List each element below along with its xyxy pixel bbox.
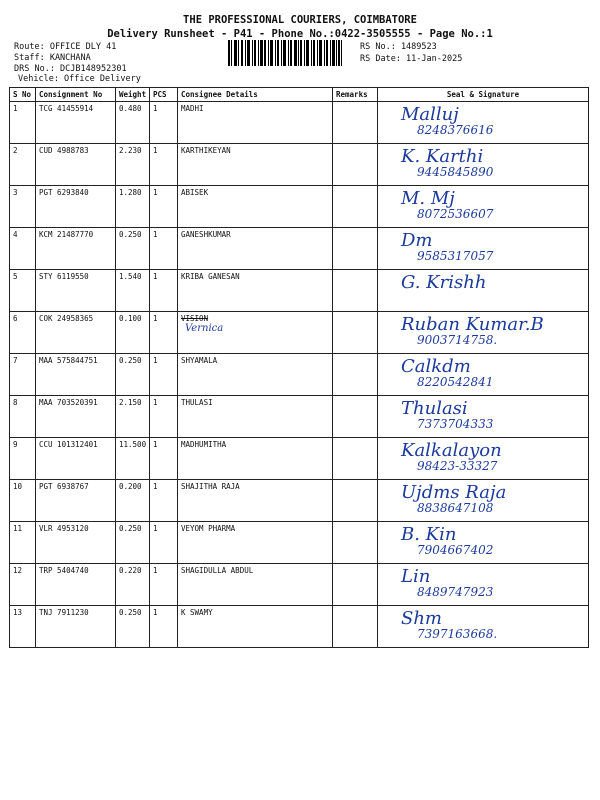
signature-cell [378, 228, 589, 270]
signature: Thulasi [401, 398, 468, 419]
weight-cell: 1.280 [116, 186, 150, 228]
signature-phone: 8220542841 [417, 375, 494, 389]
remarks-cell [333, 270, 378, 312]
signature: Lin [401, 566, 431, 587]
consignment-cell: PGT 6938767 [36, 480, 116, 522]
sno-cell: 11 [10, 522, 36, 564]
remarks-cell [333, 438, 378, 480]
remarks-cell [333, 396, 378, 438]
consignee-cell [178, 564, 333, 606]
sno-cell: 1 [10, 102, 36, 144]
table-row [10, 438, 589, 480]
consignee-name: SHAJITHA RAJA [181, 482, 240, 491]
sno-cell: 5 [10, 270, 36, 312]
consignee-cell [178, 480, 333, 522]
weight-cell: 0.220 [116, 564, 150, 606]
remarks-cell [333, 102, 378, 144]
weight-cell: 2.150 [116, 396, 150, 438]
pcs-cell: 1 [150, 438, 178, 480]
signature-phone: 7904667402 [417, 543, 494, 557]
consignee-cell [178, 606, 333, 648]
consignee-name: VEYOM PHARMA [181, 524, 236, 533]
weight-cell: 0.250 [116, 354, 150, 396]
consignee-name: MADHUMITHA [181, 440, 227, 449]
consignee-name: K SWAMY [181, 608, 213, 617]
signature-cell [378, 270, 589, 312]
table-row [10, 312, 589, 354]
signature-cell [378, 312, 589, 354]
barcode-icon [228, 40, 342, 66]
consignment-cell: MAA 575844751 [36, 354, 116, 396]
sno-cell: 3 [10, 186, 36, 228]
weight-cell: 0.480 [116, 102, 150, 144]
col-signature: Seal & Signature [378, 88, 589, 102]
route: Route: OFFICE DLY 41 [14, 42, 117, 52]
signature: B. Kin [401, 524, 457, 545]
pcs-cell: 1 [150, 228, 178, 270]
table-row [10, 186, 589, 228]
consignee-cell [178, 396, 333, 438]
signature: Calkdm [401, 356, 471, 377]
table-row [10, 480, 589, 522]
weight-cell: 0.250 [116, 606, 150, 648]
consignment-cell: CCU 101312401 [36, 438, 116, 480]
remarks-cell [333, 312, 378, 354]
sno-cell: 10 [10, 480, 36, 522]
table-row [10, 606, 589, 648]
staff: Staff: KANCHANA [14, 53, 91, 63]
col-weight: Weight [116, 88, 150, 102]
consignment-cell: STY 6119550 [36, 270, 116, 312]
signature: Kalkalayon [401, 440, 502, 461]
pcs-cell: 1 [150, 606, 178, 648]
signature-cell [378, 144, 589, 186]
consignee-name: SHAGIDULLA ABDUL [181, 566, 254, 575]
table-row [10, 228, 589, 270]
consignee-name: ABISEK [181, 188, 209, 197]
sno-cell: 2 [10, 144, 36, 186]
remarks-cell [333, 564, 378, 606]
consignee-name: THULASI [181, 398, 213, 407]
consignee-cell [178, 270, 333, 312]
table-header-row [10, 88, 589, 102]
consignee-cell [178, 144, 333, 186]
signature-phone: 8248376616 [417, 123, 494, 137]
consignee-cell [178, 312, 333, 354]
table-row [10, 270, 589, 312]
col-remarks: Remarks [333, 88, 378, 102]
signature: Ruban Kumar.B [401, 314, 544, 335]
rs-number: RS No.: 1489523 [360, 42, 437, 52]
consignee-name: SHYAMALA [181, 356, 218, 365]
table-row [10, 522, 589, 564]
runsheet-subtitle: Delivery Runsheet - P41 - Phone No.:0422-3505555 - Page No.:1 [107, 28, 493, 40]
sno-cell: 8 [10, 396, 36, 438]
runsheet-table [9, 87, 589, 648]
weight-cell: 0.200 [116, 480, 150, 522]
pcs-cell: 1 [150, 102, 178, 144]
signature-cell [378, 102, 589, 144]
consignment-cell: KCM 21487770 [36, 228, 116, 270]
signature: Malluj [401, 104, 459, 125]
pcs-cell: 1 [150, 354, 178, 396]
sno-cell: 9 [10, 438, 36, 480]
weight-cell: 0.250 [116, 228, 150, 270]
col-pcs: PCS [150, 88, 178, 102]
consignment-cell: COK 24958365 [36, 312, 116, 354]
consignee-name: MADHI [181, 104, 204, 113]
signature-phone: 9585317057 [417, 249, 494, 263]
signature: Ujdms Raja [401, 482, 507, 503]
consignment-cell: TRP 5404740 [36, 564, 116, 606]
consignment-cell: PGT 6293840 [36, 186, 116, 228]
consignee-cell [178, 354, 333, 396]
consignee-name: KARTHIKEYAN [181, 146, 231, 155]
pcs-cell: 1 [150, 564, 178, 606]
consignment-cell: CUD 4988783 [36, 144, 116, 186]
remarks-cell [333, 480, 378, 522]
table-row [10, 564, 589, 606]
signature: Shm [401, 608, 442, 629]
sno-cell: 4 [10, 228, 36, 270]
consignment-cell: MAA 703520391 [36, 396, 116, 438]
vehicle: Vehicle: Office Delivery [18, 74, 141, 84]
signature-phone: 98423-33327 [417, 459, 498, 473]
remarks-cell [333, 144, 378, 186]
consignment-cell: VLR 4953120 [36, 522, 116, 564]
table-row [10, 144, 589, 186]
consignee-name: VISION [181, 314, 209, 323]
col-consignment: Consignment No [36, 88, 116, 102]
signature-phone: 7397163668. [417, 627, 498, 641]
drs-number: DRS No.: DCJB148952301 [14, 64, 127, 74]
sno-cell: 6 [10, 312, 36, 354]
signature-phone: 8072536607 [417, 207, 494, 221]
remarks-cell [333, 228, 378, 270]
consignee-cell [178, 438, 333, 480]
remarks-cell [333, 606, 378, 648]
pcs-cell: 1 [150, 522, 178, 564]
consignee-cell [178, 186, 333, 228]
col-consignee: Consignee Details [178, 88, 333, 102]
signature-phone: 8838647108 [417, 501, 494, 515]
weight-cell: 1.540 [116, 270, 150, 312]
signature-phone: 8489747923 [417, 585, 494, 599]
consignee-cell [178, 228, 333, 270]
signature-cell [378, 186, 589, 228]
remarks-cell [333, 186, 378, 228]
weight-cell: 2.230 [116, 144, 150, 186]
consignment-cell: TNJ 7911230 [36, 606, 116, 648]
signature-cell [378, 354, 589, 396]
signature-phone: 9445845890 [417, 165, 494, 179]
table-row [10, 102, 589, 144]
pcs-cell: 1 [150, 312, 178, 354]
signature: M. Mj [401, 188, 455, 209]
signature-cell [378, 438, 589, 480]
pcs-cell: 1 [150, 186, 178, 228]
signature-cell [378, 606, 589, 648]
signature-cell [378, 522, 589, 564]
sno-cell: 13 [10, 606, 36, 648]
pcs-cell: 1 [150, 270, 178, 312]
signature: K. Karthi [401, 146, 484, 167]
signature-phone: 7373704333 [417, 417, 494, 431]
weight-cell: 0.250 [116, 522, 150, 564]
table-row [10, 396, 589, 438]
remarks-cell [333, 354, 378, 396]
pcs-cell: 1 [150, 144, 178, 186]
signature-cell [378, 396, 589, 438]
handwritten-note: Vernica [185, 323, 224, 334]
company-title: THE PROFESSIONAL COURIERS, COIMBATORE [183, 14, 417, 26]
signature-phone: 9003714758. [417, 333, 498, 347]
signature: G. Krishh [401, 272, 487, 293]
rs-date: RS Date: 11-Jan-2025 [360, 54, 463, 64]
consignment-cell: TCG 41455914 [36, 102, 116, 144]
consignee-cell [178, 102, 333, 144]
signature-cell [378, 480, 589, 522]
sno-cell: 7 [10, 354, 36, 396]
remarks-cell [333, 522, 378, 564]
table-row [10, 354, 589, 396]
consignee-cell [178, 522, 333, 564]
signature-cell [378, 564, 589, 606]
weight-cell: 0.100 [116, 312, 150, 354]
signature: Dm [401, 230, 433, 251]
weight-cell: 11.500 [116, 438, 150, 480]
pcs-cell: 1 [150, 480, 178, 522]
consignee-name: KRIBA GANESAN [181, 272, 240, 281]
sno-cell: 12 [10, 564, 36, 606]
consignee-name: GANESHKUMAR [181, 230, 231, 239]
col-sno: S No [10, 88, 36, 102]
pcs-cell: 1 [150, 396, 178, 438]
